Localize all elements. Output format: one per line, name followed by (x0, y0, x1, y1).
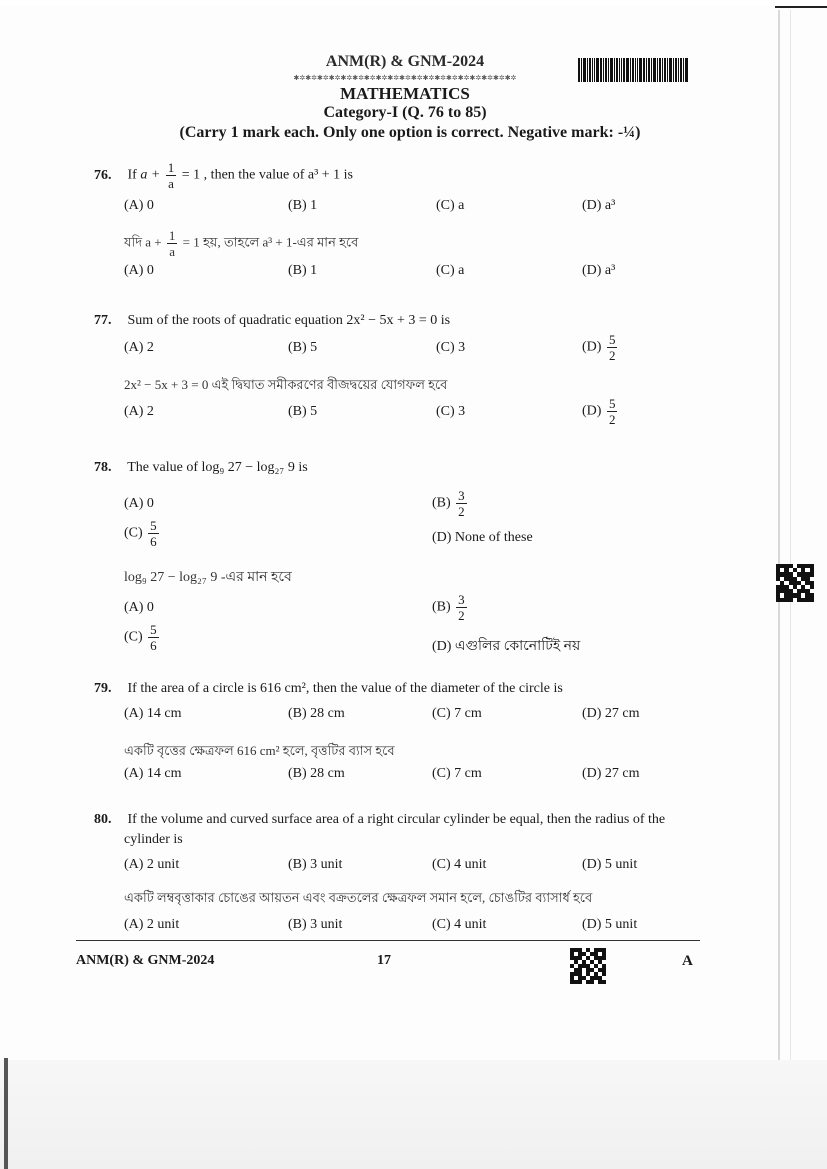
side-qr-code-icon (776, 564, 814, 602)
option-d[interactable]: (D) a³ (582, 263, 616, 278)
exam-title: ANM(R) & GNM-2024 (325, 53, 485, 70)
fraction: $\frac{3}{2}$ (458, 592, 465, 623)
option-a[interactable]: (A) 0 (124, 496, 154, 511)
option-c[interactable]: (C) a (436, 198, 465, 213)
option-d[interactable]: (D) $\frac{5}{2}$ (582, 396, 616, 427)
question-text: If (127, 167, 137, 183)
footer-exam-title: ANM(R) & GNM-2024 (76, 953, 215, 968)
question-number: 77. (94, 313, 112, 328)
option-c[interactable]: (C) $\frac{5}{6}$ (124, 622, 157, 653)
fraction: $\frac{5}{2}$ (608, 332, 616, 363)
fraction: $\frac{5}{2}$ (608, 396, 616, 427)
option-c[interactable]: (C) 7 cm (432, 766, 482, 781)
fraction: $\frac{1}{a}$ (168, 228, 176, 259)
option-d[interactable]: (D) 27 cm (582, 706, 640, 721)
question-text: Sum of the roots of quadratic equation 2x² − 5x + 3 = 0 is (127, 313, 451, 328)
barcode-icon (578, 58, 706, 82)
question-number: 76. (94, 167, 112, 183)
question-79-bengali: একটি বৃত্তের ক্ষেত্রফল 616 cm² হলে, বৃত্তটির ব্যাস হবে (124, 743, 395, 758)
category-title: Category-I (Q. 76 to 85) (323, 104, 487, 121)
option-c[interactable]: (C) $\frac{5}{6}$ (124, 518, 157, 549)
option-b[interactable]: (B) 28 cm (288, 706, 345, 721)
question-text: If the volume and curved surface area of a right circular cylinder be equal, then the radius of the (127, 812, 666, 827)
option-d[interactable]: (D) 27 cm (582, 766, 640, 781)
question-80 (94, 812, 714, 828)
question-77-bengali: 2x² − 5x + 3 = 0 এই দ্বিঘাত সমীকরণের বীজদ্বয়ের যোগফল হবে (124, 377, 448, 392)
decorative-star-rule: ✱✲✱✲✱✲✱✲✱✲✱✲✱✲✱✲✱✲✱✲✱✲✱✲✱✲✱✲✱✲✱✲✱✲✱✲✱✲ (293, 74, 517, 82)
option-b[interactable]: (B) 1 (288, 263, 318, 278)
question-80-line2: cylinder is (124, 832, 183, 847)
option-d[interactable]: (D) a³ (582, 198, 616, 213)
option-a[interactable]: (A) 14 cm (124, 706, 182, 721)
option-b[interactable]: (B) 1 (288, 198, 318, 213)
question-78-bengali: log₉ 27 − log₂₇ 9 -এর মান হবে (124, 570, 292, 585)
fraction: $\frac{3}{2}$ (458, 488, 465, 519)
option-d[interactable]: (D) 5 unit (582, 917, 638, 932)
option-b[interactable]: (B) 5 (288, 404, 318, 419)
option-c[interactable]: (C) 4 unit (432, 857, 487, 872)
option-b[interactable]: (B) $\frac{3}{2}$ (432, 488, 465, 519)
marking-instructions: (Carry 1 mark each. Only one option is correct. Negative mark: -¼) (179, 124, 641, 141)
footer-divider (76, 940, 700, 941)
option-a[interactable]: (A) 2 (124, 340, 154, 355)
question-77 (94, 313, 704, 329)
option-c[interactable]: (C) 4 unit (432, 917, 487, 932)
option-a[interactable]: (A) 0 (124, 600, 154, 615)
question-text: = 1 , then the value of a³ + 1 is (181, 167, 354, 183)
option-c[interactable]: (C) 3 (436, 404, 466, 419)
option-b[interactable]: (B) $\frac{3}{2}$ (432, 592, 465, 623)
subject-title: MATHEMATICS (340, 84, 470, 103)
question-79 (94, 681, 704, 697)
option-b[interactable]: (B) 3 unit (288, 917, 343, 932)
option-c[interactable]: (C) 3 (436, 340, 466, 355)
option-a[interactable]: (A) 2 unit (124, 857, 180, 872)
fraction: $\frac{5}{6}$ (150, 518, 157, 549)
question-78 (94, 460, 704, 476)
option-d[interactable]: (D) $\frac{5}{2}$ (582, 332, 616, 363)
math-expression: a + (140, 167, 161, 183)
question-text: The value of log₉ 27 − log₂₇ 9 is (127, 460, 308, 475)
question-number: 78. (94, 460, 112, 475)
option-a[interactable]: (A) 14 cm (124, 766, 182, 781)
page-edge-shadow-top (775, 6, 827, 8)
fraction: $\frac{5}{6}$ (150, 622, 157, 653)
option-d[interactable]: (D) None of these (432, 530, 533, 545)
option-c[interactable]: (C) 7 cm (432, 706, 482, 721)
question-76-bengali: যদি a + $\frac{1}{a}$ = 1 হয়, তাহলে a³ + 1-এর মান হবে (124, 228, 359, 259)
page-number: 17 (377, 953, 391, 968)
fraction: $\frac{1}{a}$ (167, 160, 175, 191)
scan-background-bottom (0, 1060, 827, 1169)
option-a[interactable]: (A) 2 (124, 404, 154, 419)
option-d[interactable]: (D) 5 unit (582, 857, 638, 872)
question-set-code: A (682, 953, 693, 969)
question-text: If the area of a circle is 616 cm², then the value of the diameter of the circle is (127, 681, 563, 696)
option-c[interactable]: (C) a (436, 263, 465, 278)
question-80-bengali: একটি লম্ববৃত্তাকার চোঙের আয়তন এবং বক্রতলের ক্ষেত্রফল সমান হলে, চোঙটির ব্যাসার্ধ হবে (124, 890, 593, 905)
question-number: 80. (94, 812, 112, 827)
option-b[interactable]: (B) 3 unit (288, 857, 343, 872)
scan-left-edge (4, 1058, 8, 1169)
page-edge-right (778, 10, 780, 1060)
qr-code-icon (570, 948, 606, 984)
option-b[interactable]: (B) 5 (288, 340, 318, 355)
page-top-edge (0, 0, 827, 6)
option-a[interactable]: (A) 0 (124, 263, 154, 278)
page-edge-right-inner (790, 10, 791, 1060)
option-a[interactable]: (A) 0 (124, 198, 154, 213)
option-b[interactable]: (B) 28 cm (288, 766, 345, 781)
question-76 (94, 160, 704, 191)
option-a[interactable]: (A) 2 unit (124, 917, 180, 932)
option-d[interactable]: (D) এগুলির কোনোটিই নয় (432, 639, 581, 654)
question-number: 79. (94, 681, 112, 696)
